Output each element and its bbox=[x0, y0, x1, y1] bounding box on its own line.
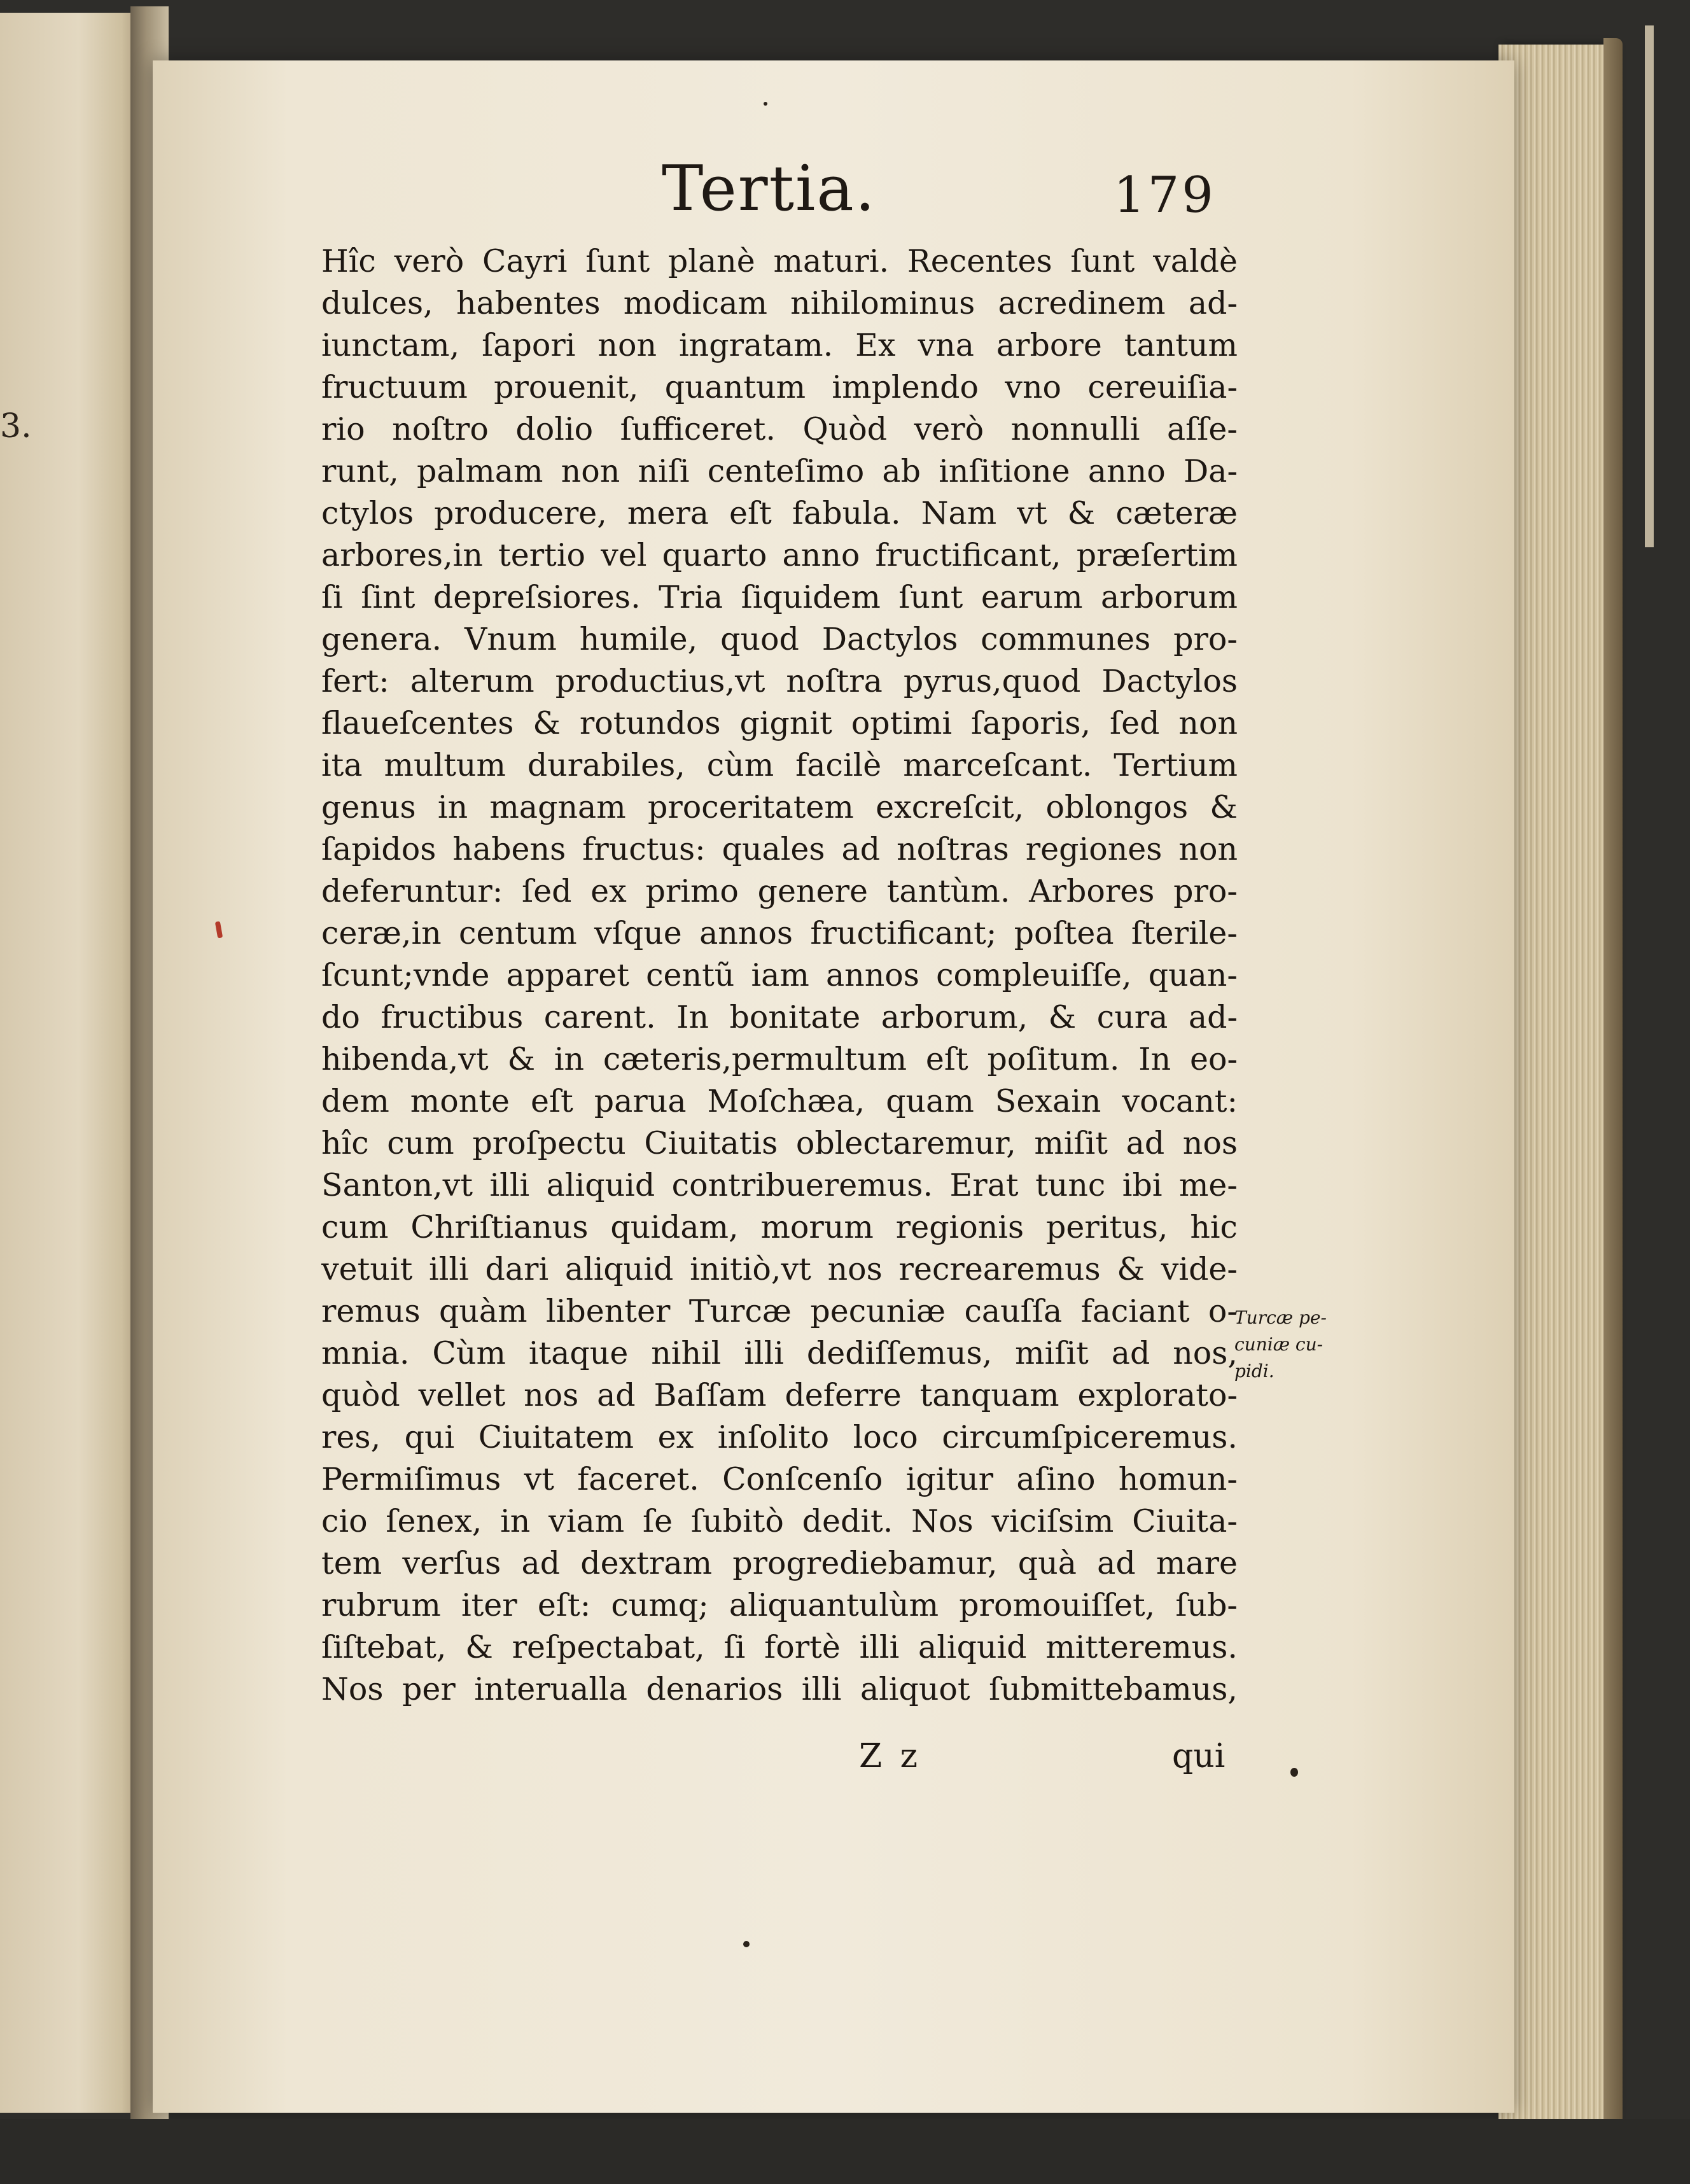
text-line: quòd vellet nos ad Baſſam deferre tanquam explorato- bbox=[321, 1377, 1238, 1413]
text-line: do fructibus carent. In bonitate arborum, & cura ad- bbox=[321, 999, 1238, 1035]
text-line: hibenda,vt & in cæteris,permultum eſt poſitum. In eo- bbox=[321, 1041, 1238, 1077]
page-number: 179 bbox=[1114, 167, 1216, 224]
text-line: dem monte eſt parua Moſchæa, quam Sexain vocant: bbox=[321, 1083, 1238, 1119]
binding-strip bbox=[1645, 25, 1654, 547]
left-page-edge-text: 3. bbox=[0, 407, 32, 445]
text-line: ſiſtebat, & reſpectabat, ſi fortè illi aliquid mitteremus. bbox=[321, 1629, 1238, 1665]
text-line: hîc cum proſpectu Ciuitatis oblectaremur, miſit ad nos bbox=[321, 1125, 1238, 1161]
ink-speck bbox=[743, 1941, 750, 1947]
text-line: rubrum iter eſt: cumq; aliquantulùm promouiſſet, ſub- bbox=[321, 1587, 1238, 1623]
left-facing-page bbox=[0, 13, 143, 2113]
marginal-note-line: pidi. bbox=[1234, 1361, 1274, 1382]
text-line: iunctam, ſapori non ingratam. Ex vna arbore tantum bbox=[321, 327, 1238, 363]
text-line: ſapidos habens fructus: quales ad noſtras regiones non bbox=[321, 831, 1238, 867]
text-line: dulces, habentes modicam nihilominus acredinem ad- bbox=[321, 285, 1238, 321]
text-line: ſi ſint depreſsiores. Tria ſiquidem ſunt earum arborum bbox=[321, 579, 1238, 615]
marginal-note-line: cuniæ cu- bbox=[1234, 1334, 1323, 1355]
text-line: rio noſtro dolio ſufficeret. Quòd verò nonnulli aſſe- bbox=[321, 411, 1238, 447]
text-line: ctylos producere, mera eſt fabula. Nam vt & cæteræ bbox=[321, 495, 1238, 531]
text-line: arbores,in tertio vel quarto anno fructificant, præſertim bbox=[321, 537, 1238, 573]
text-line: vetuit illi dari aliquid initiò,vt nos recrearemus & vide- bbox=[321, 1251, 1238, 1287]
marginal-note-line: Turcæ pe- bbox=[1234, 1307, 1327, 1328]
marginal-note bbox=[1234, 1305, 1343, 1385]
running-head: Tertia. bbox=[662, 153, 876, 225]
text-line: mnia. Cùm itaque nihil illi dediſſemus, miſit ad nos, bbox=[321, 1335, 1238, 1371]
text-line: tem verſus ad dextram progrediebamur, quà ad mare bbox=[321, 1545, 1238, 1581]
text-line: fructuum prouenit, quantum implendo vno cereuiſia- bbox=[321, 369, 1238, 405]
text-line: Hîc verò Cayri ſunt planè maturi. Recentes ſunt valdè bbox=[321, 243, 1238, 279]
text-line: flaueſcentes & rotundos gignit optimi ſaporis, ſed non bbox=[321, 705, 1238, 741]
catchword: qui bbox=[1172, 1737, 1226, 1775]
text-line: ſcunt;vnde apparet centũ iam annos compleuiſſe, quan- bbox=[321, 957, 1238, 993]
text-line: fert: alterum productius,vt noſtra pyrus,quod Dactylos bbox=[321, 663, 1238, 699]
text-line: ceræ,in centum vſque annos fructificant; poſtea ſterile- bbox=[321, 915, 1238, 951]
text-line: cum Chriſtianus quidam, morum regionis peritus, hic bbox=[321, 1209, 1238, 1245]
text-line: ita multum durabiles, cùm facilè marceſcant. Tertium bbox=[321, 747, 1238, 783]
text-line: Permiſimus vt faceret. Conſcenſo igitur aſino homun- bbox=[321, 1461, 1238, 1497]
text-line: res, qui Ciuitatem ex inſolito loco circumſpiceremus. bbox=[321, 1419, 1238, 1455]
ink-speck bbox=[1290, 1768, 1298, 1777]
text-line: cio ſenex, in viam ſe ſubitò dedit. Nos viciſsim Ciuita- bbox=[321, 1503, 1238, 1539]
text-line: remus quàm libenter Turcæ pecuniæ cauſſa faciant o- bbox=[321, 1293, 1238, 1329]
body-text bbox=[321, 241, 1238, 1711]
text-line: Santon,vt illi aliquid contribueremus. Erat tunc ibi me- bbox=[321, 1167, 1238, 1203]
text-line: deferuntur: ſed ex primo genere tantùm. Arbores pro- bbox=[321, 873, 1238, 909]
text-line: genera. Vnum humile, quod Dactylos communes pro- bbox=[321, 621, 1238, 657]
text-line: genus in magnam proceritatem excreſcit, oblongos & bbox=[321, 789, 1238, 825]
ink-speck bbox=[764, 102, 767, 106]
background-bottom bbox=[0, 2119, 1690, 2184]
text-line: Nos per interualla denarios illi aliquot ſubmittebamus, bbox=[321, 1671, 1238, 1707]
text-line: runt, palmam non niſi centeſimo ab inſitione anno Da- bbox=[321, 453, 1238, 489]
signature-mark: Z z bbox=[859, 1737, 922, 1775]
cover-edge bbox=[1603, 38, 1623, 2132]
page-fore-edge bbox=[1498, 45, 1613, 2119]
